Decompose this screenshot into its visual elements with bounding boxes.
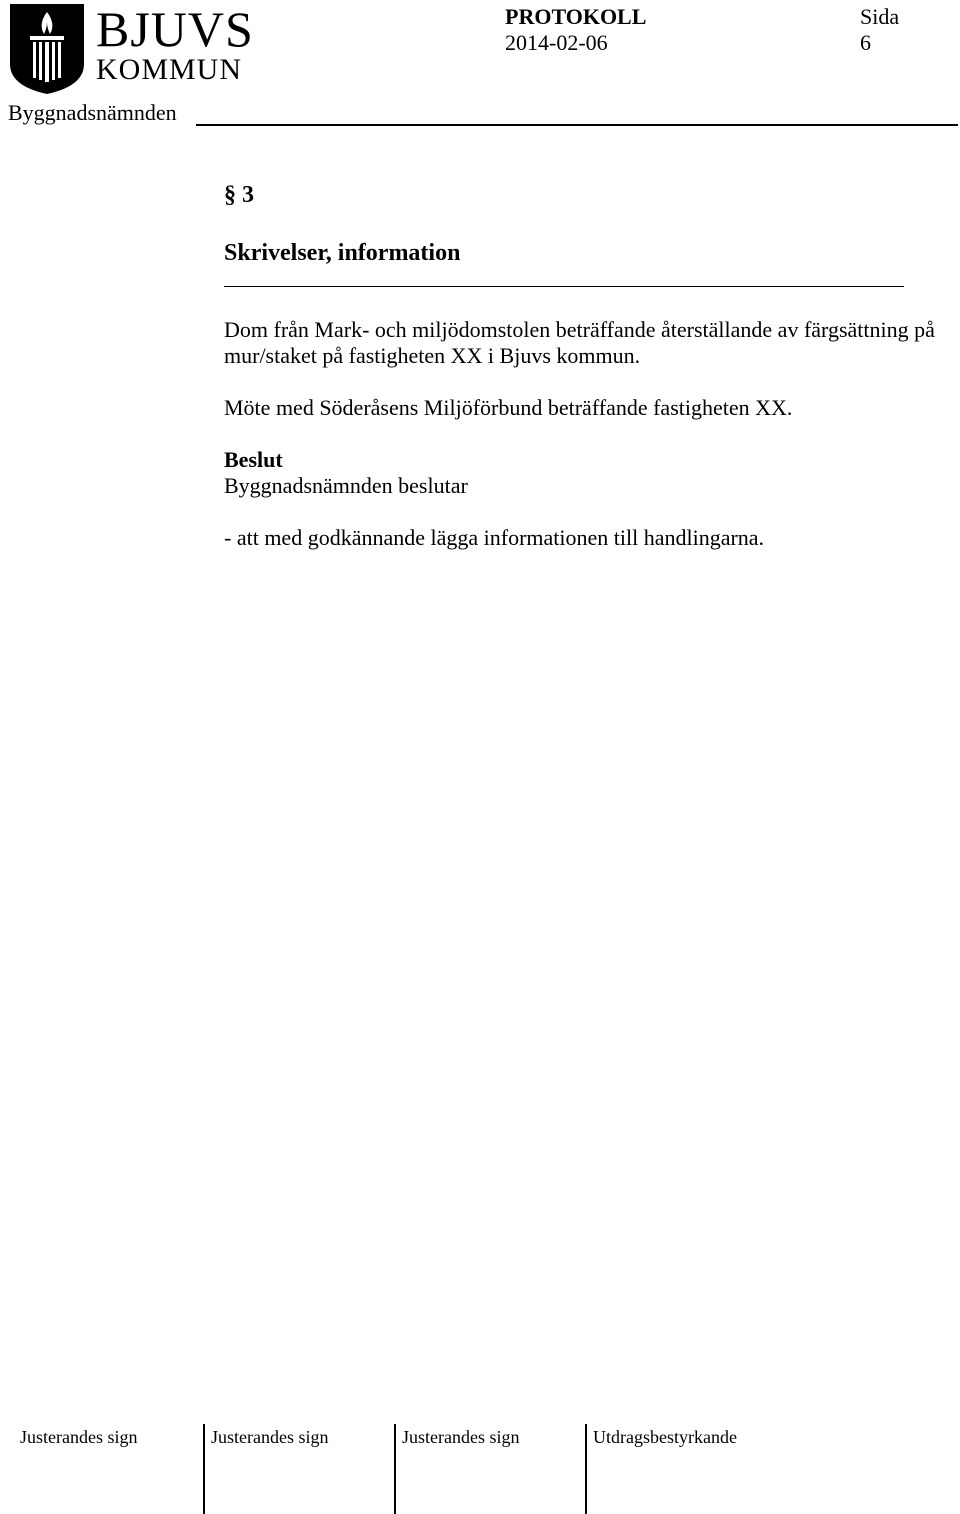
paragraph-meeting: Möte med Söderåsens Miljöförbund beträffande fastigheten XX.: [224, 395, 793, 420]
footer-cell-sign-3: [394, 1424, 584, 1514]
section-number: § 3: [224, 182, 254, 208]
header-divider: [196, 124, 958, 126]
footer-cell-sign-1: [12, 1424, 202, 1514]
bjuvs-coat-of-arms-icon: [8, 2, 86, 94]
signature-footer: [0, 1424, 960, 1514]
paragraph-court-ruling: Dom från Mark- och miljödomstolen beträffande återställande av färgsättning på mur/staket på fastigheten XX i Bjuvs kommun.: [224, 317, 935, 368]
footer-label: Utdragsbestyrkande: [593, 1427, 737, 1447]
footer-cell-sign-2: [203, 1424, 393, 1514]
municipality-logo: [8, 1, 254, 94]
page-label: Sida: [860, 4, 900, 29]
title-divider: [224, 286, 904, 287]
section-content: [224, 180, 944, 551]
document-type: PROTOKOLL: [505, 4, 647, 29]
department-name: Byggnadsnämnden: [8, 100, 177, 125]
decision-intro: Byggnadsnämnden beslutar: [224, 473, 468, 498]
document-date: 2014-02-06: [505, 30, 608, 55]
logo-subname: KOMMUN: [96, 53, 243, 86]
footer-label: Justerandes sign: [402, 1427, 520, 1447]
footer-label: Justerandes sign: [211, 1427, 329, 1447]
logo-name: BJUVS: [96, 1, 254, 57]
decision-item: - att med godkännande lägga informationen till handlingarna.: [224, 525, 765, 550]
footer-label: Justerandes sign: [20, 1427, 138, 1447]
decision-heading: Beslut: [224, 447, 283, 472]
footer-cell-certification: [585, 1424, 785, 1514]
page-number: 6: [860, 30, 871, 55]
section-title: Skrivelser, information: [224, 240, 461, 266]
